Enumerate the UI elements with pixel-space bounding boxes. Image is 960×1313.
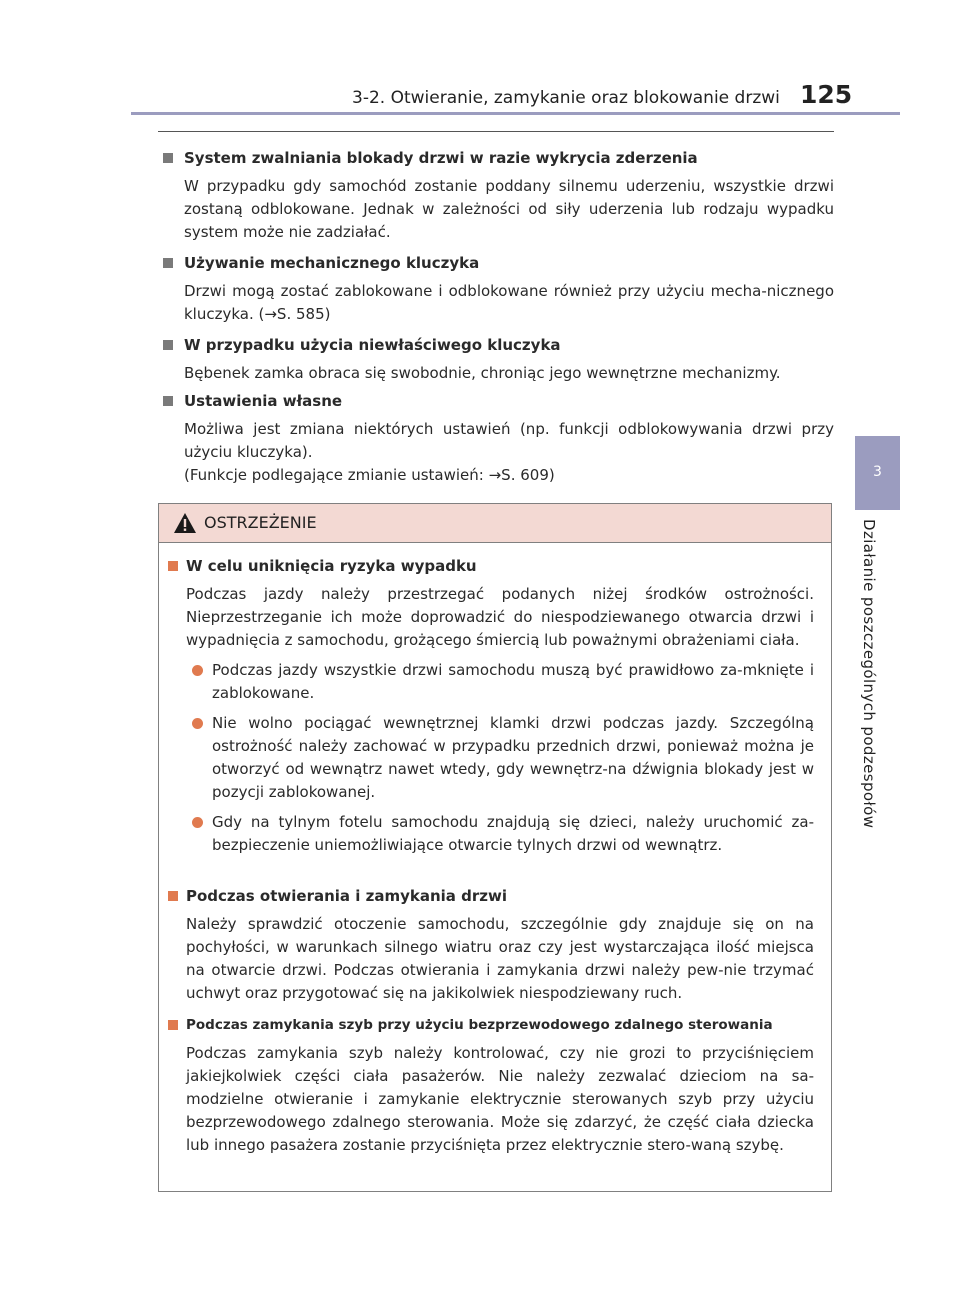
header-rule xyxy=(131,112,900,115)
section-mechanical-key xyxy=(162,251,834,326)
warning-body: Należy sprawdzić otoczenie samochodu, szczególnie gdy znajduje się on na pochyłości, w warunkach silnego wiatru oraz czy jest wystarczająca ilość miejsca na otwarcie drzwi. Podczas otwierania i zamykania drzwi należy pew-nie trzymać uchwyt oraz przygotować się na jakikolwiek niespodziewany ruch. xyxy=(186,915,814,1002)
warning-section-windows xyxy=(168,1013,814,1157)
square-bullet-icon xyxy=(168,891,178,901)
section-heading: System zwalniania blokady drzwi w razie wykrycia zderzenia xyxy=(184,149,698,167)
square-bullet-icon xyxy=(163,258,173,268)
round-bullet-icon xyxy=(192,718,203,729)
section-wrong-key xyxy=(162,333,834,385)
section-heading: Używanie mechanicznego kluczyka xyxy=(184,254,480,272)
section-body: Drzwi mogą zostać zablokowane i odblokowane również przy użyciu mecha-nicznego kluczyka. (→S. 585) xyxy=(184,282,834,323)
warning-bullet: Nie wolno pociągać wewnętrznej klamki drzwi podczas jazdy. Szczególną ostrożność należy zachować w przypadku przednich drzwi, ponieważ można je otworzyć od wewnątrz nawet wtedy, gdy wewnętrz-na dźwignia blokady jest w pozycji zablokowanej. xyxy=(186,712,814,804)
section-heading: Ustawienia własne xyxy=(184,392,343,410)
section-body-reference: (Funkcje podlegające zmianie ustawień: →S. 609) xyxy=(184,466,555,484)
warning-heading: W celu uniknięcia ryzyka wypadku xyxy=(186,557,477,575)
warning-section-accident xyxy=(168,554,814,857)
square-bullet-icon xyxy=(168,1020,178,1030)
warning-body: Podczas jazdy należy przestrzegać podanych niżej środków ostrożności. Nieprzestrzeganie ich może doprowadzić do niespodziewanego otwarcia drzwi i wypadnięcia z samochodu, grożącego śmiercią lub poważnymi obrażeniami ciała. xyxy=(186,585,814,649)
section-customization xyxy=(162,389,834,487)
page-number: 125 xyxy=(800,80,853,109)
warning-header xyxy=(159,504,831,543)
section-body: W przypadku gdy samochód zostanie poddany silnemu uderzeniu, wszystkie drzwi zostaną odblokowane. Jednak w zależności od siły uderzenia lub rodzaju wypadku system może nie zadziałać. xyxy=(184,177,834,241)
round-bullet-icon xyxy=(192,665,203,676)
chapter-tab xyxy=(855,436,900,510)
warning-body: Podczas zamykania szyb należy kontrolować, czy nie grozi to przyciśnięciem jakiejkolwiek części ciała pasażerów. Nie należy zezwalać dzieciom na sa-modzielne otwieranie i zamykanie elektrycznie sterowanych szyb przy użyciu bezprzewodowego zdalnego sterowania. Może się zdarzyć, że część ciała dziecka lub innego pasażera zostanie przyciśnięta przez elektrycznie stero-waną szybę. xyxy=(186,1044,814,1154)
section-collision-unlock xyxy=(162,146,834,244)
warning-bullet: Gdy na tylnym fotelu samochodu znajdują się dzieci, należy uruchomić za-bezpieczenie uniemożliwiające otwarcie tylnych drzwi od wewnątrz. xyxy=(186,811,814,857)
square-bullet-icon xyxy=(163,153,173,163)
warning-triangle-icon xyxy=(173,512,197,534)
section-heading: W przypadku użycia niewłaściwego kluczyka xyxy=(184,336,561,354)
chapter-number: 3 xyxy=(873,464,882,480)
section-body: Bębenek zamka obraca się swobodnie, chroniąc jego wewnętrzne mechanizmy. xyxy=(184,364,781,382)
warning-box xyxy=(158,503,832,1192)
square-bullet-icon xyxy=(168,561,178,571)
warning-title: OSTRZEŻENIE xyxy=(204,513,317,532)
chapter-label: Działanie poszczególnych podzespołów xyxy=(860,519,878,829)
page-header-title: 3-2. Otwieranie, zamykanie oraz blokowanie drzwi xyxy=(352,88,780,108)
warning-heading: Podczas zamykania szyb przy użyciu bezprzewodowego zdalnego sterowania xyxy=(186,1017,773,1033)
warning-section-doors xyxy=(168,884,814,1005)
square-bullet-icon xyxy=(163,340,173,350)
round-bullet-icon xyxy=(192,817,203,828)
content-rule xyxy=(158,131,834,132)
warning-heading: Podczas otwierania i zamykania drzwi xyxy=(186,887,508,905)
section-body: Możliwa jest zmiana niektórych ustawień (np. funkcji odblokowywania drzwi przy użyciu kluczyka). xyxy=(184,420,834,461)
square-bullet-icon xyxy=(163,396,173,406)
warning-bullet: Podczas jazdy wszystkie drzwi samochodu muszą być prawidłowo za-mknięte i zablokowane. xyxy=(186,659,814,705)
